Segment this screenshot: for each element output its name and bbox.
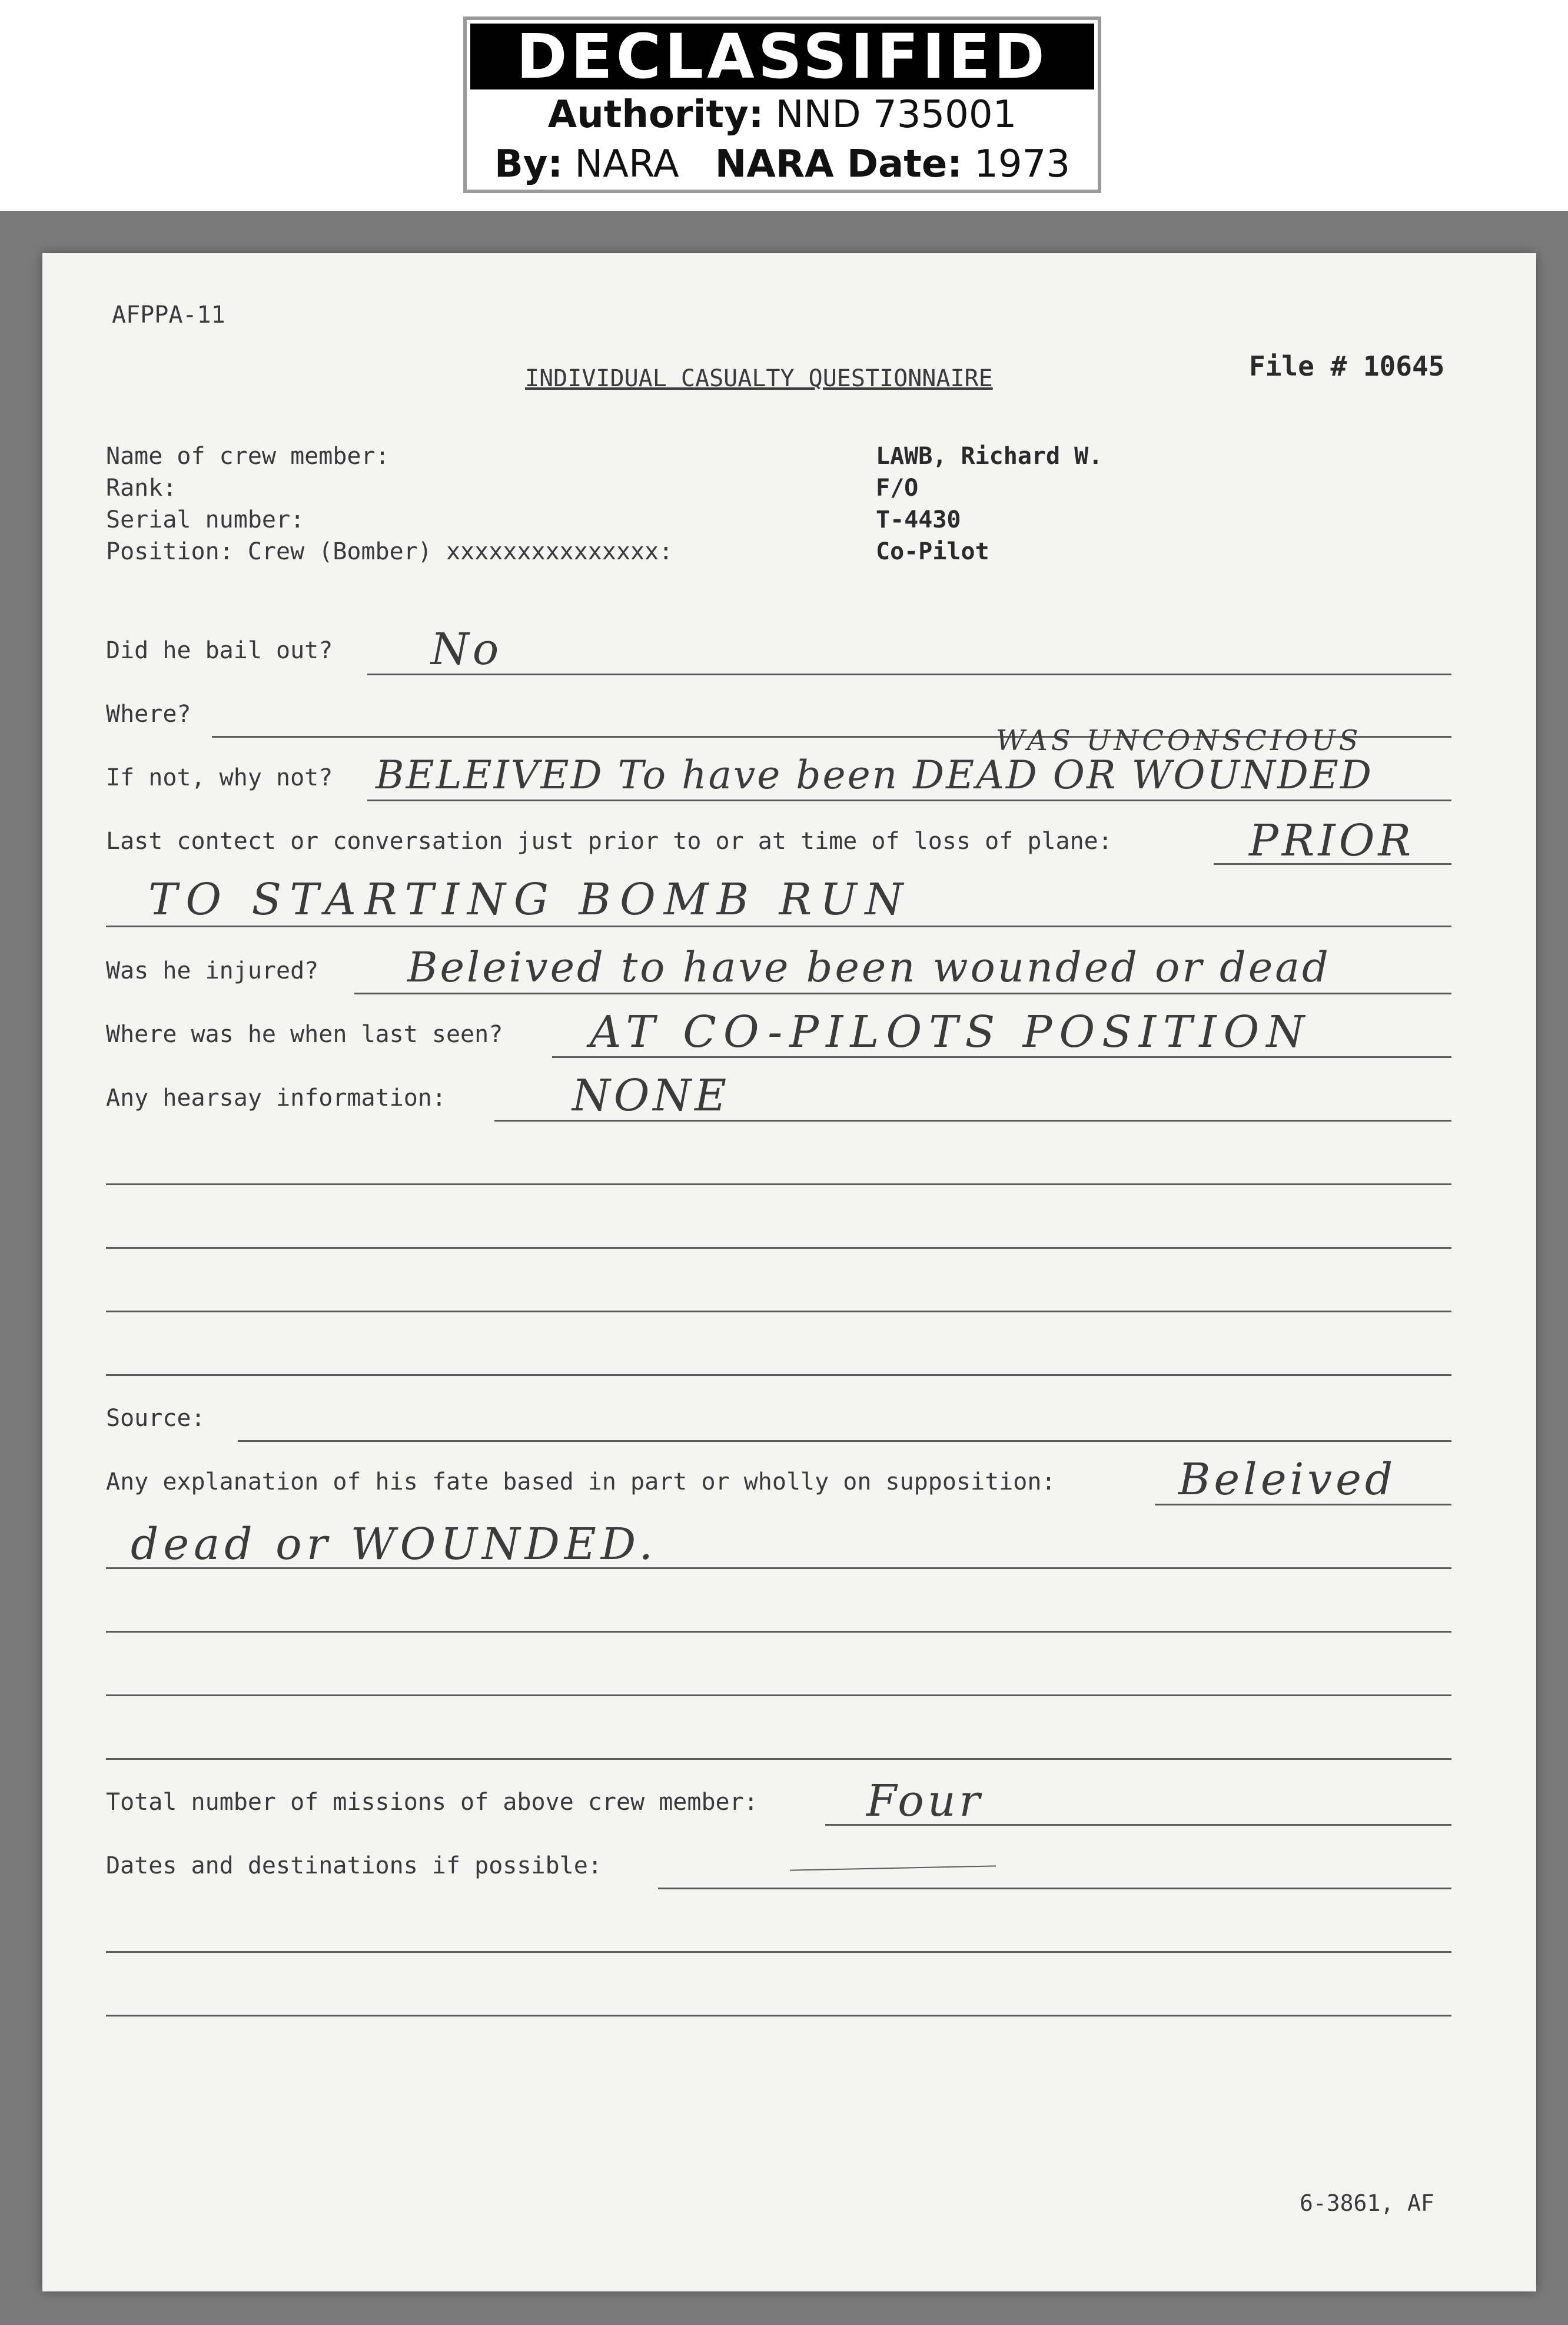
explanation-line-3: [106, 1631, 1451, 1633]
dates-line: [658, 1888, 1451, 1889]
nara-date-label: NARA Date:: [715, 142, 962, 186]
name-value: LAWB, Richard W.: [876, 443, 1103, 470]
form-id: AFPPA-11: [112, 301, 225, 329]
source-label: Source:: [106, 1405, 205, 1432]
hearsay-line-2: [106, 1183, 1451, 1185]
authority-label: Authority:: [547, 93, 764, 137]
file-number: File # 10645: [1249, 350, 1445, 382]
form-title: INDIVIDUAL CASUALTY QUESTIONNAIRE: [525, 365, 993, 392]
hearsay-line-3: [106, 1247, 1451, 1249]
why-not-label: If not, why not?: [106, 764, 333, 791]
by-value: NARA: [574, 142, 679, 186]
hearsay-label: Any hearsay information:: [106, 1084, 446, 1112]
bail-line: [367, 674, 1451, 675]
hearsay-line-4: [106, 1311, 1451, 1312]
footer-code: 6-3861, AF: [1300, 2190, 1434, 2216]
last-contact-answer-1: PRIOR: [1249, 815, 1415, 866]
stamp-title: DECLASSIFIED: [470, 24, 1094, 89]
missions-label: Total number of missions of above crew member:: [106, 1789, 758, 1816]
injured-line: [354, 993, 1451, 994]
hearsay-line-5: [106, 1374, 1451, 1376]
nara-date-value: 1973: [974, 142, 1071, 186]
why-not-answer: BELEIVED To have been DEAD OR WOUNDED: [376, 752, 1373, 798]
why-not-line: [367, 800, 1451, 801]
last-seen-answer: AT CO-PILOTS POSITION: [590, 1007, 1312, 1057]
bail-label: Did he bail out?: [106, 637, 333, 664]
position-value: Co-Pilot: [876, 538, 989, 565]
stamp-by-date: [467, 142, 1098, 186]
injured-answer: Beleived to have been wounded or dead: [407, 943, 1331, 991]
by-label: By:: [494, 142, 563, 186]
explanation-answer-1: Beleived: [1178, 1454, 1397, 1505]
last-seen-label: Where was he when last seen?: [106, 1021, 503, 1048]
missions-answer: Four: [866, 1776, 984, 1826]
hearsay-answer: NONE: [572, 1070, 730, 1121]
rank-value: F/O: [876, 475, 919, 502]
explanation-label: Any explanation of his fate based in part or wholly on supposition:: [106, 1468, 1056, 1495]
rank-label: Rank:: [106, 475, 177, 502]
serial-value: T-4430: [876, 506, 961, 533]
dates-line-2: [106, 1951, 1451, 1953]
dates-line-3: [106, 2015, 1451, 2016]
stamp-authority: [467, 93, 1098, 137]
serial-label: Serial number:: [106, 506, 305, 533]
dates-label: Dates and destinations if possible:: [106, 1852, 602, 1879]
why-not-note: WAS UNCONSCIOUS: [996, 724, 1362, 757]
dates-stroke: [790, 1865, 996, 1870]
bail-answer: No: [431, 624, 503, 675]
questionnaire-page: [42, 253, 1536, 2291]
last-contact-line-2: [106, 926, 1451, 927]
authority-value: NND 735001: [775, 93, 1017, 137]
explanation-line-4: [106, 1694, 1451, 1696]
name-label: Name of crew member:: [106, 443, 390, 470]
position-label: Position: Crew (Bomber) xxxxxxxxxxxxxxx:: [106, 538, 673, 565]
declassified-stamp: [463, 16, 1101, 193]
where-label: Where?: [106, 701, 191, 728]
injured-label: Was he injured?: [106, 957, 319, 984]
last-contact-answer-2: TO STARTING BOMB RUN: [148, 874, 912, 925]
scanned-document: [0, 211, 1568, 2325]
source-line: [238, 1440, 1451, 1442]
explanation-answer-2: dead or WOUNDED.: [131, 1519, 658, 1570]
last-contact-label: Last contect or conversation just prior to or at time of loss of plane:: [106, 828, 1112, 855]
explanation-line-5: [106, 1758, 1451, 1760]
